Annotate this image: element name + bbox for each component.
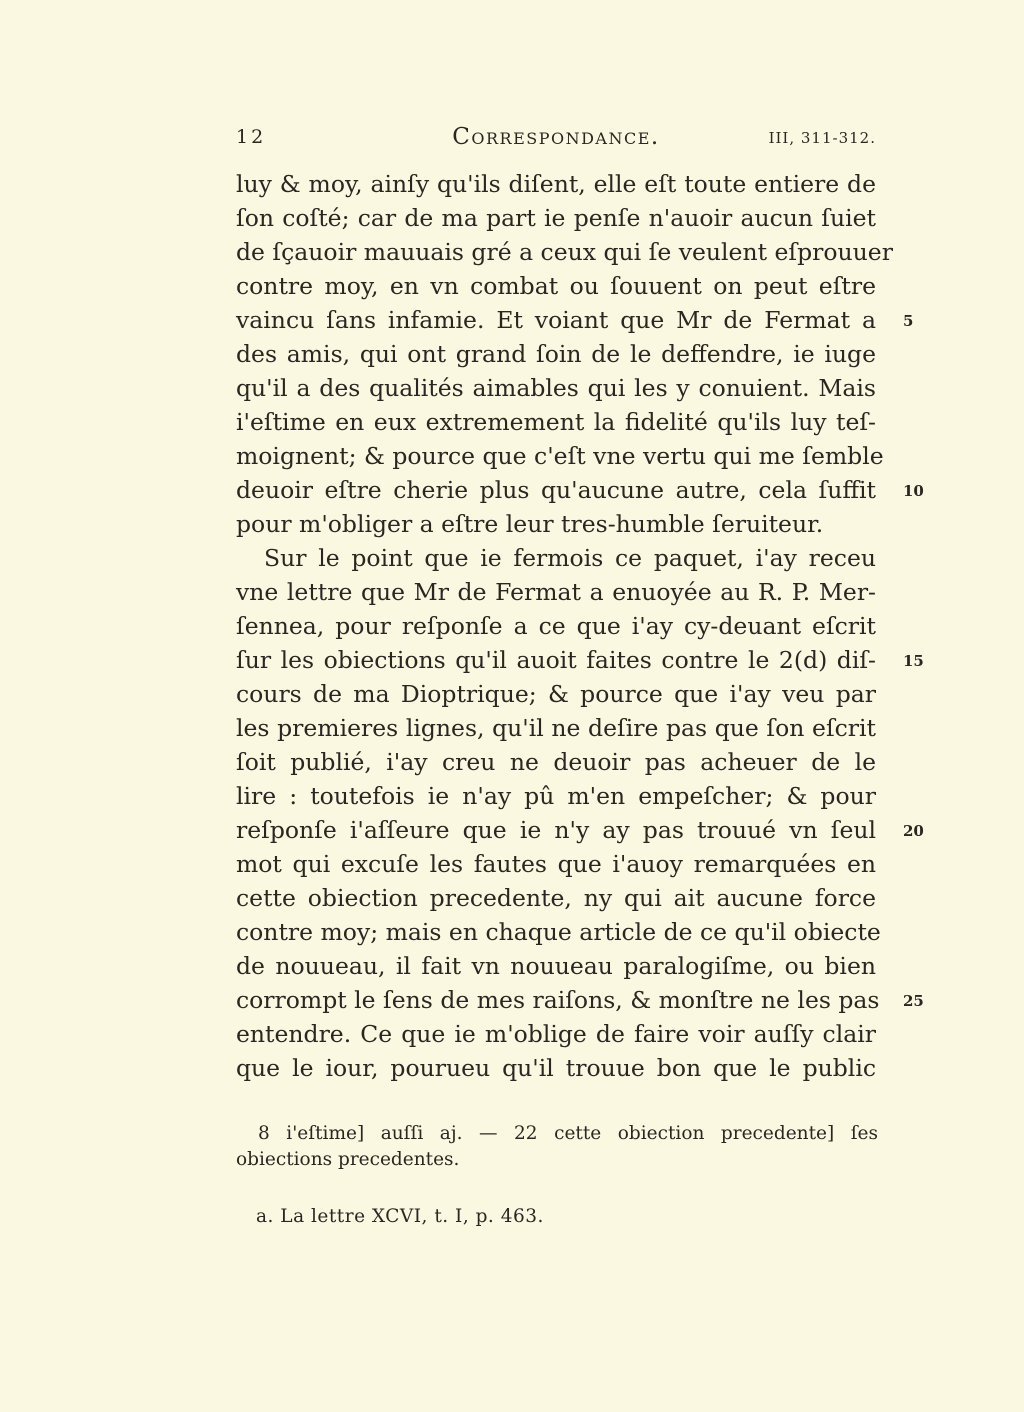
text-line: moignent; & pource que c'eſt vne vertu qui me ſemble [236,442,884,470]
line-number: 5 [903,312,914,330]
text-line: vaincu ſans infamie. Et voiant que Mr de Fermat a [236,306,876,334]
text-line: des amis, qui ont grand ſoin de le deffendre, ie iuge [236,340,876,368]
text-line: reſponſe i'aſſeure que ie n'y ay pas trouué vn ſeul [236,816,876,844]
text-line: ſon coſté; car de ma part ie penſe n'auoir aucun ſuiet [236,204,876,232]
critical-apparatus [236,1121,878,1173]
text-line: mot qui excuſe les fautes que i'auoy remarquées en [236,850,876,878]
text-line: de nouueau, il fait vn nouueau paralogiſme, ou bien [236,952,876,980]
text-line: cours de ma Dioptrique; & pource que i'ay veu par [236,680,876,708]
volume-reference: III, 311-312. [768,129,876,147]
line-number: 15 [903,652,924,670]
running-title: Correspondance. [452,124,660,150]
line-number: 25 [903,992,924,1010]
text-line: contre moy; mais en chaque article de ce qu'il obiecte [236,918,881,946]
text-line: i'eſtime en eux extremement la fidelité qu'ils luy teſ- [236,408,876,436]
variant-note: 8 i'eſtime] auſſi aj. — 22 cette obiection precedente] ſes obiections precedentes. [236,1123,878,1170]
page-number: 12 [236,126,267,148]
text-line: contre moy, en vn combat ou ſouuent on peut eſtre [236,272,876,300]
text-line: que le iour, pourueu qu'il trouue bon que le public [236,1054,876,1082]
text-line: entendre. Ce que ie m'oblige de faire voir auſſy clair [236,1020,876,1048]
text-line: pour m'obliger a eſtre leur tres-humble ſeruiteur. [236,510,824,538]
body-text [236,167,893,1085]
text-line: lire : toutefois ie n'ay pû m'en empeſcher; & pour [236,782,876,810]
text-line: les premieres lignes, qu'il ne deſire pas que ſon eſcrit [236,714,876,742]
line-number: 20 [903,822,924,840]
text-line: cette obiection precedente, ny qui ait aucune force [236,884,876,912]
footnote: a. La lettre XCVI, t. I, p. 463. [256,1206,544,1227]
text-line: vne lettre que Mr de Fermat a enuoyée au R. P. Mer- [236,578,876,606]
text-line: Sur le point que ie fermois ce paquet, i'ay receu [264,544,876,572]
text-line: ſur les obiections qu'il auoit faites contre le 2(d) diſ- [236,646,876,674]
text-line: corrompt le ſens de mes raiſons, & monſtre ne les pas [236,986,880,1014]
text-line: ſoit publié, i'ay creu ne deuoir pas acheuer de le [236,748,876,776]
line-number: 10 [903,482,924,500]
text-line: luy & moy, ainſy qu'ils diſent, elle eſt toute entiere de [236,170,876,198]
text-line: deuoir eſtre cherie plus qu'aucune autre, cela ſuffit [236,476,876,504]
text-line: qu'il a des qualités aimables qui les y conuient. Mais [236,374,876,402]
text-line: ſennea, pour reſponſe a ce que i'ay cy-deuant eſcrit [236,612,876,640]
page-header [236,124,876,154]
text-line: de ſçauoir mauuais gré a ceux qui ſe veulent eſprouuer [236,238,893,266]
